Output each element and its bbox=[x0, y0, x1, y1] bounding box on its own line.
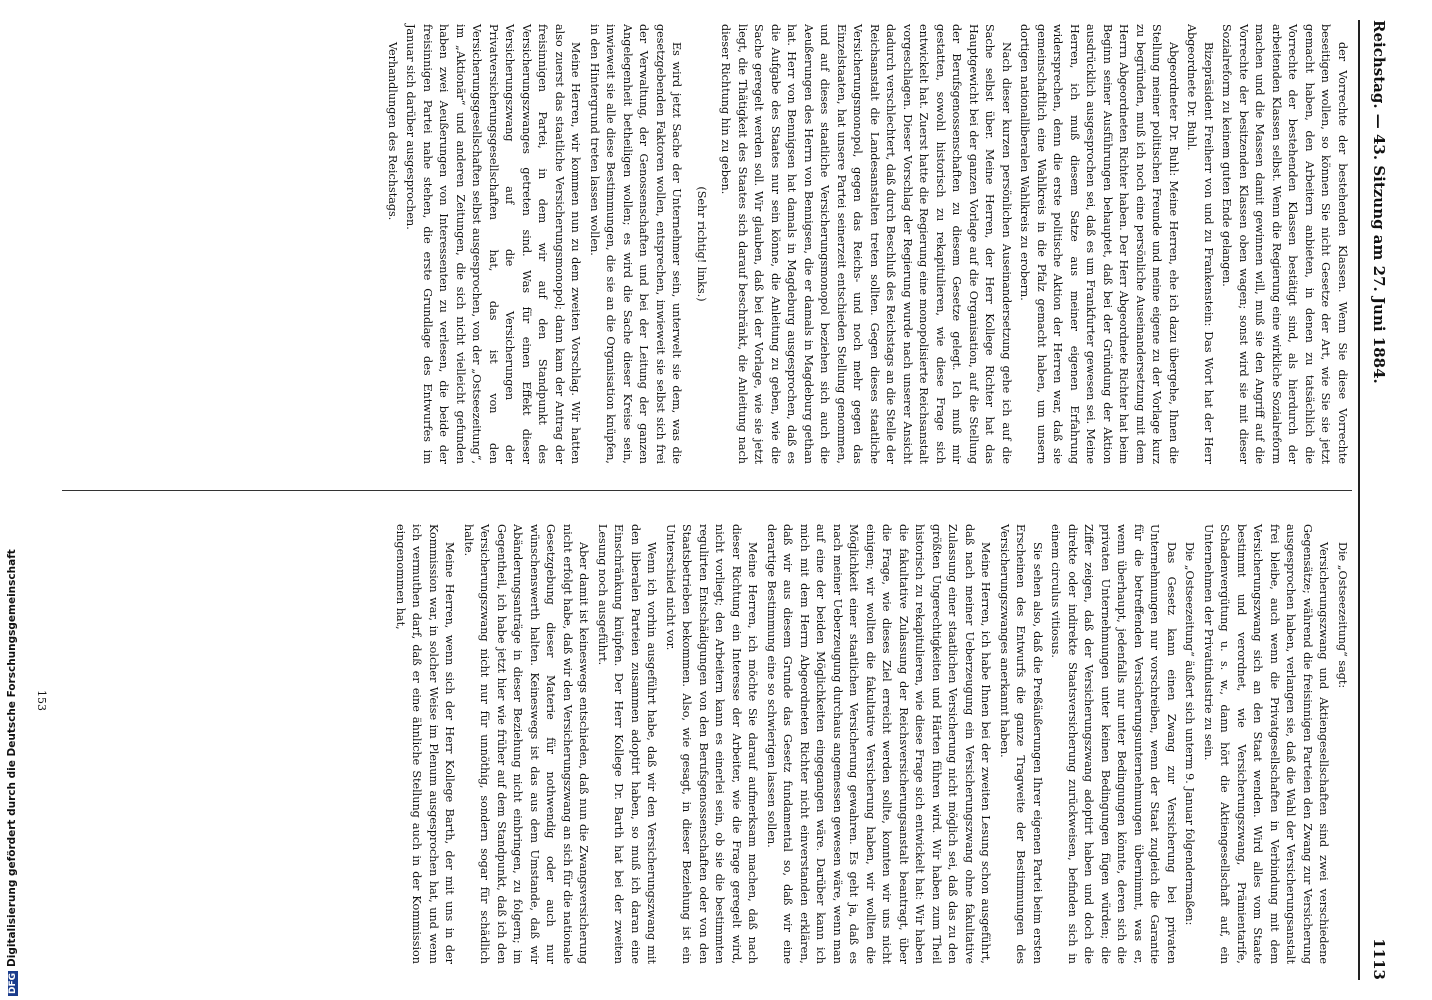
column-divider bbox=[62, 490, 1352, 491]
page-header bbox=[1364, 20, 1388, 980]
header-rule bbox=[1358, 20, 1360, 980]
paragraph: Nach dieser kurzen persönlichen Auseinandersetzung gehe ich auf die Sache selbst über. Meine Herren, der Herr Kollege Richter hat das Hauptgewicht bei der ganzen Vorlage auf die Organisation, auf die Stellung der Berufsgenossenschaften zu diesem Gesetze gelegt. Ich muß mir gestatten, sowohl historisch zu rekapitulieren, wie diese Frage sich entwickelt hat. Zuerst hatte die Regierung eine monopolisierte Reichsanstalt vorgeschlagen. Dieser Vorschlag der Regierung wurde nach unserer Ansicht dadurch verschlechtert, daß durch Beschluß des Reichstags an die Stelle der Reichsanstalt die Landesanstalten treten sollten. Gegen dieses staatliche Versicherungsmonopol, gegen das Reichs- und noch mehr gegen das Einzelstaaten, hat unsere Partei seinerzeit entschieden Stellung genommen, und auf dieses staatliche Versicherungsmonopol beziehen sich auch die Aeußerungen des Herrn von Bennigsen, die er damals in Magdeburg gethan hat. Herr von Bennigsen hat damals in Magdeburg ausgesprochen, daß es die Aufgabe des Staates nur sein könne, die Anleitung zu geben, wie die Sache geregelt werden soll. Wir glauben, daß bei der Vorlage, wie sie jetzt liegt, die Thätigkeit des Staates sich darauf beschränkt, die Anleitung nach dieser Richtung hin zu geben. bbox=[719, 24, 1013, 464]
page-number-top: 1113 bbox=[1370, 938, 1388, 980]
paragraph: Meine Herren, wir kommen nun zu dem zweiten Vorschlag. Wir hatten also zuerst das staatliche Versicherungsmonopol; dann kam der Antrag der freisinnigen Partei, in dem wir auf den Standpunkt des Versicherungszwanges getreten sind. Was für einen Effekt dieser Versicherungszwang auf die Versicherungen der Privatversicherungsgesellschaften hat, das ist von den Versicherungsgesellschaften selbst ausgesprochen, von der „Ostseezeitung“, im „Aktionär“ und anderen Zeitungen, die sich nicht vielleicht gefunden haben zwei Aeußerungen von Interessenten zu verlesen, die beide der freisinnigen Partei nahe stehen, die erste Grundlage des Entwurfes im Januar sich darüber ausgesprochen. bbox=[404, 24, 583, 464]
paragraph: Das Gesetz kann einen Zwang zur Versicherung bei privaten Unternehmungen nur vorschreiben, wenn der Staat zugleich die Garantie für die betreffenden Versicherungsunternehmungen übernimmt, was er, wenn überhaupt, jedenfalls nur unter Bedingungen könnte, deren sich die privaten Unternehmungen unter keinen Bedingungen fügen würden; die Ziffer zeigen, daß der Versicherungszwang adoptirt haben und doch die direkte oder indirekte Staatsversicherung zurückweisen, befinden sich in einem circulus vitiosus. bbox=[1049, 524, 1178, 964]
paragraph: Meine Herren, ich habe Ihnen bei der zweiten Lesung schon ausgeführt, daß nach meiner Ueberzeugung ein Versicherungszwang ohne fakultative Zulassung einer staatlichen Versicherung nicht möglich sei, daß das zu den größten Ungerechtigkeiten und Härten führen wird. Wir haben zum Theil historisch zu rekapitulieren, wie diese Frage sich entwickelt hat: Wir haben die fakultative Zulassung der Reichsversicherungsanstalt beantragt, über die Frage, wie dieses Ziel erreicht werden sollte, konnten wir uns nicht einigen; wir wollten die fakultative Versicherung haben, wir wollten die Möglichkeit einer staatlichen Versicherung gewahren. Es geht ja, daß es nach meiner Ueberzeugung durchaus angemessen gewesen wäre, wenn man auf eine der beiden Möglichkeiten eingegangen wäre. Darüber kann ich mich mit dem Herrn Abgeordneten Richter nicht einverstanden erklären, daß wir aus diesem Grunde das Gesetz fundamental so, daß wir eine derartige Bestimmung eine so schwierigen lassen sollen. bbox=[765, 524, 993, 964]
paragraph: Die „Ostseezeitung“ sagt: bbox=[1336, 542, 1349, 689]
paragraph: der Vorrechte der bestehenden Klassen. Wenn Sie diese Vorrechte beseitigen wollen, so können Sie nicht Gesetze der Art, wie Sie sie jetzt gemacht haben, den Arbeitern anbieten, in denen zu tatsächlich die Vorrechte der bestehenden Klassen bestätigt sind, als hierdurch der arbeitenden Klassen selbst. Wenn die Regierung eine wirkliche Sozialreform machen und die Massen damit gewinnen will, muß sie den Angriff auf die Vorrechte der besitzenden Klassen oben wagen; sonst wird sie mit dieser Sozialreform zu keinem guten Ende gelangen. bbox=[1220, 24, 1349, 464]
paragraph: Meine Herren, wenn sich der Herr Kollege Barth, der mit uns in der Kommission war, in solcher Weise im Plenum ausgesprochen hat, und wenn ich vermuthen darf, daß er eine ähnliche Stellung auch in der Kommission eingenommen hat, bbox=[394, 524, 457, 964]
paragraph: Abgeordneter Dr. Buhl: Meine Herren, ehe ich dazu übergehe, Ihnen die Stellung meiner politischen Freunde und meine eigene zu der Vorlage kurz zu begründen, muß ich noch eine persönliche Auseinandersetzung mit dem Herrn Abgeordneten Richter haben. Der Herr Abgeordnete Richter hat beim Beginn seiner Ausführungen behauptet, daß bei der Gründung der Aktion ausdrücklich ausgesprochen sei, daß es um Frankfurter gewesen sei. Meine Herren, ich muß diesem Satze aus meiner eigenen Erfahrung widersprechen, denn die erste politische Aktion der Herren war, daß sie gemeinschaftlich eine Wahlkreis in die Pfalz gemacht haben, um unsern dortigen nationalliberalen Wahlkreis zu erobern. bbox=[1018, 24, 1180, 464]
stage-direction: (Sehr richtig! links.) bbox=[695, 186, 708, 302]
page-number-bottom: 153 bbox=[35, 690, 48, 711]
paragraph: Die „Ostseezeitung“ äußert sich unterm 9. Januar folgendermaßen: bbox=[1183, 542, 1197, 926]
paragraph: Wenn ich vorhin ausgeführt habe, daß wir den Versicherungszwang mit den liberalen Parteien zusammen adoptirt haben, so muß ich daran eine Einschränkung knüpfen. Der Herr Kollege Dr. Barth hat bei der zweiten Lesung noch ausgeführt. bbox=[596, 524, 659, 964]
paragraph: Sie sehen also, daß die Preßäußerungen Ihrer eigenen Partei beim ersten Erscheinen des Entwurfs die ganze Tragweite der Bestimmungen des Versicherungszwanges anerkannt haben. bbox=[998, 524, 1044, 964]
dfg-logo: DFG bbox=[8, 972, 18, 994]
dfg-credit: Digitalisierung gefördert durch die Deutsche Forschungsgemeinschaft bbox=[6, 549, 18, 967]
right-column bbox=[390, 524, 1351, 964]
left-column bbox=[382, 24, 1351, 464]
paragraph: Verhandlungen des Reichstags. bbox=[386, 42, 399, 221]
running-title: Reichstag. — 43. Sitzung am 27. Juni 1884. bbox=[1370, 20, 1388, 384]
paragraph: Aber damit ist keineswegs entschieden, daß nun die Zwangsversicherung nicht erfolgt habe, daß wir den Versicherungszwang an sich für die nationale Gesetzgebung dieser Materie für nothwendig oder auch nur wünschenswerth halten. Keineswegs ist das aus dem Umstande, daß wir Abänderungsanträge in dieser Beziehung nicht einbringen, zu folgern; im Gegentheil, ich habe jetzt hier wie früher auf dem Standpunkt, daß ich den Versicherungszwang nicht nur für unnöthig, sondern sogar für schädlich halte. bbox=[462, 524, 591, 964]
paragraph: Es wird jetzt Sache der Unternehmer sein, unterwelt sie dem, was die gesetzgebenden Faktoren wollen, entsprechen, inwieweit sie selbst sich frei der Verwaltung, der Genossenschaften und bei der Leitung der ganzen Angelegenheit betheiligen wollen; es wird die Sache dieser Kreise sein, inwieweit sie alle diese Bestimmungen, die sie an die Organisation knüpfen, in den Hintergrund treten lassen wollen. bbox=[588, 24, 684, 464]
dfg-sidebar bbox=[6, 549, 20, 996]
paragraph: Versicherungszwang und Aktiengesellschaften sind zwei verschiedene Gegensätze; während die freisinnigen Parteien den Zwang zur Versicherung ausgesprochen haben, verlangen sie, daß die Wahl der Versicherungsanstalt frei bleibe, auch wenn die Privatgesellschaften in Verbindung mit dem Versicherungszwang sich an den Staat wenden. Wird alles vom Staate bestimmt und verordnet, wie Versicherungszwang, Prämientarife, Schadenvergütung u. s. w., dann hört die Aktiengesellschaft auf, ein Unternehmen der Privatindustrie zu sein. bbox=[1202, 524, 1331, 964]
paragraph: Meine Herren, ich möchte Sie darauf aufmerksam machen, daß nach dieser Richtung ein Interesse der Arbeiter, wie die Frage geregelt wird, nicht vorliegt; den Arbeitern kann es einerlei sein, ob sie die bestimmten regulirten Entschädigungen von den Berufsgenossenschaften oder von den Staatsbetrieben bekommen. Also, wie gesagt, in dieser Beziehung ist ein Unterschied nicht vor. bbox=[664, 524, 760, 964]
paragraph: Bizepräsident Freiherr von und zu Frankenstein: Das Wort hat der Herr Abgeordnete Dr. Buhl. bbox=[1185, 24, 1215, 464]
